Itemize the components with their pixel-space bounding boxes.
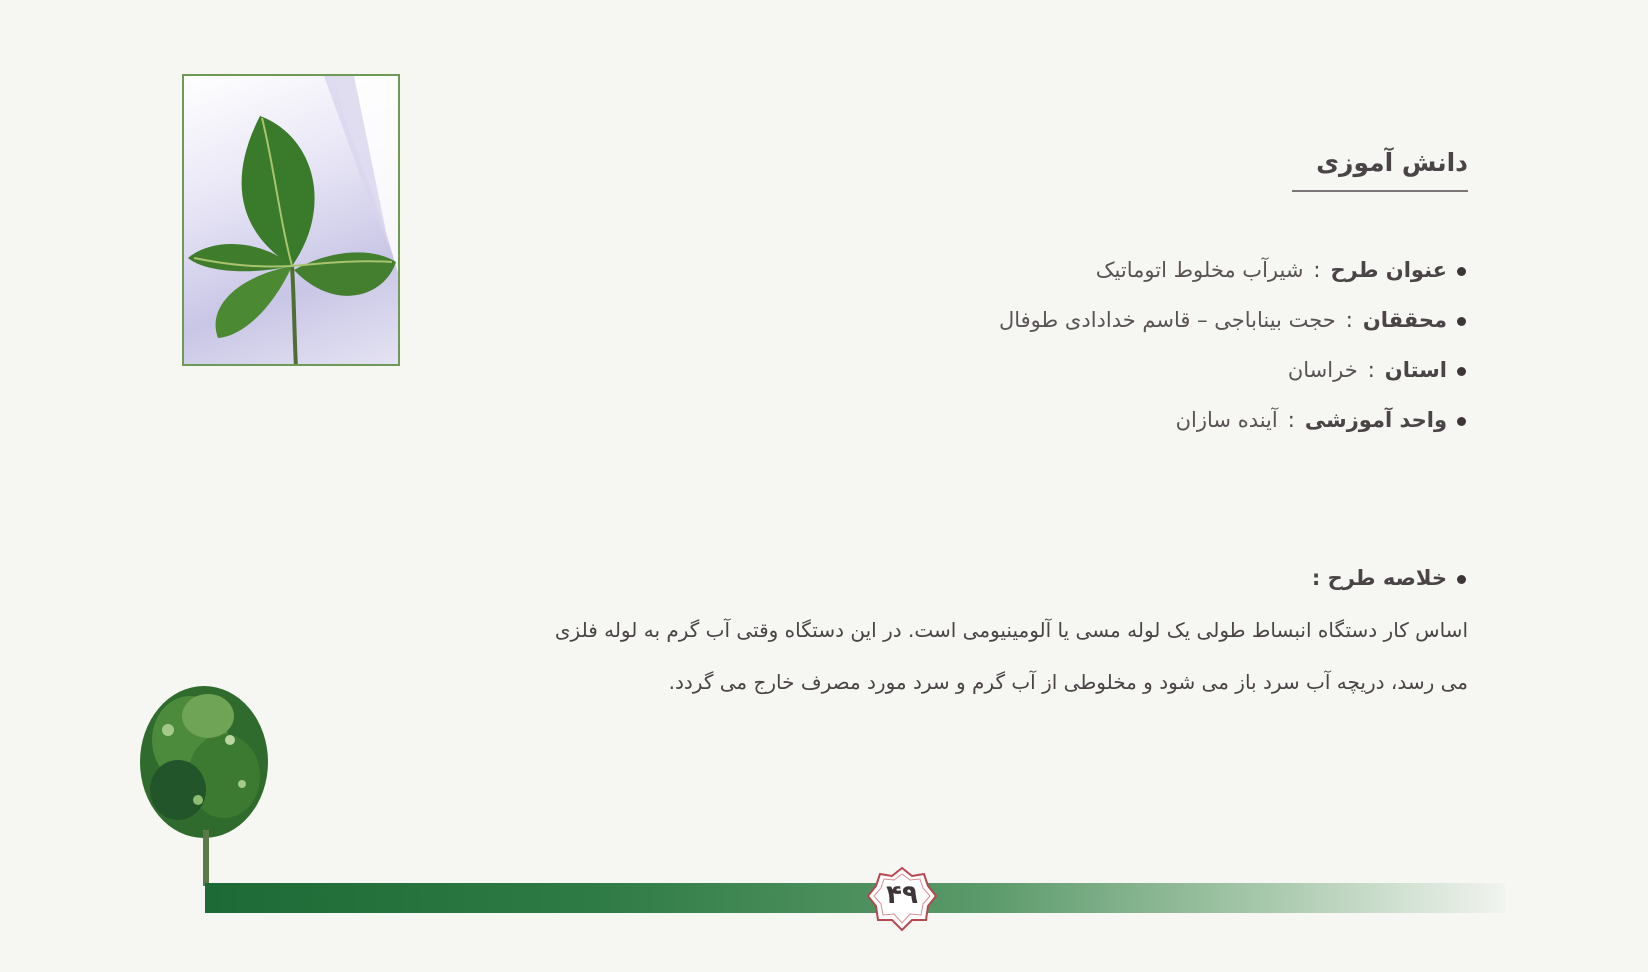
bullet-icon bbox=[1457, 367, 1466, 376]
footer-green-bar bbox=[205, 883, 1505, 913]
separator: : bbox=[1287, 408, 1295, 432]
researchers-value: حجت بیناباجی – قاسم خدادادی طوفال bbox=[998, 308, 1336, 332]
project-title-line bbox=[1096, 258, 1466, 282]
province-label: استان bbox=[1384, 358, 1447, 382]
unit-value: آینده سازان bbox=[1175, 408, 1278, 432]
bullet-icon bbox=[1457, 417, 1466, 426]
summary-line-1: اساس کار دستگاه انبساط طولی یک لوله مسی یا آلومینیومی است. در این دستگاه وقتی آب گرم به لوله فلزی bbox=[554, 618, 1468, 642]
summary-label: خلاصه طرح : bbox=[1311, 566, 1447, 590]
tree-illustration bbox=[138, 680, 278, 844]
separator: : bbox=[1367, 358, 1375, 382]
researchers-label: محققان bbox=[1362, 308, 1447, 332]
summary-line-2: می رسد، دریچه آب سرد باز می شود و مخلوطی از آب گرم و سرد مورد مصرف خارج می گردد. bbox=[668, 670, 1468, 694]
separator: : bbox=[1345, 308, 1353, 332]
province-line bbox=[1288, 358, 1466, 382]
tree-trunk bbox=[203, 830, 209, 886]
province-value: خراسان bbox=[1287, 358, 1358, 382]
researchers-line bbox=[999, 308, 1466, 332]
bullet-icon bbox=[1457, 575, 1466, 584]
project-title-value: شیرآب مخلوط اتوماتیک bbox=[1095, 258, 1304, 282]
section-title: دانش آموزی bbox=[1316, 148, 1468, 177]
summary-heading bbox=[1312, 566, 1466, 590]
page-number: ۴۹ bbox=[886, 880, 918, 910]
title-underline bbox=[1292, 190, 1468, 192]
bullet-icon bbox=[1457, 267, 1466, 276]
leaf-illustration bbox=[182, 74, 400, 366]
separator: : bbox=[1313, 258, 1321, 282]
bullet-icon bbox=[1457, 317, 1466, 326]
unit-line bbox=[1176, 408, 1466, 432]
project-title-label: عنوان طرح bbox=[1330, 258, 1447, 282]
unit-label: واحد آموزشی bbox=[1304, 408, 1447, 432]
